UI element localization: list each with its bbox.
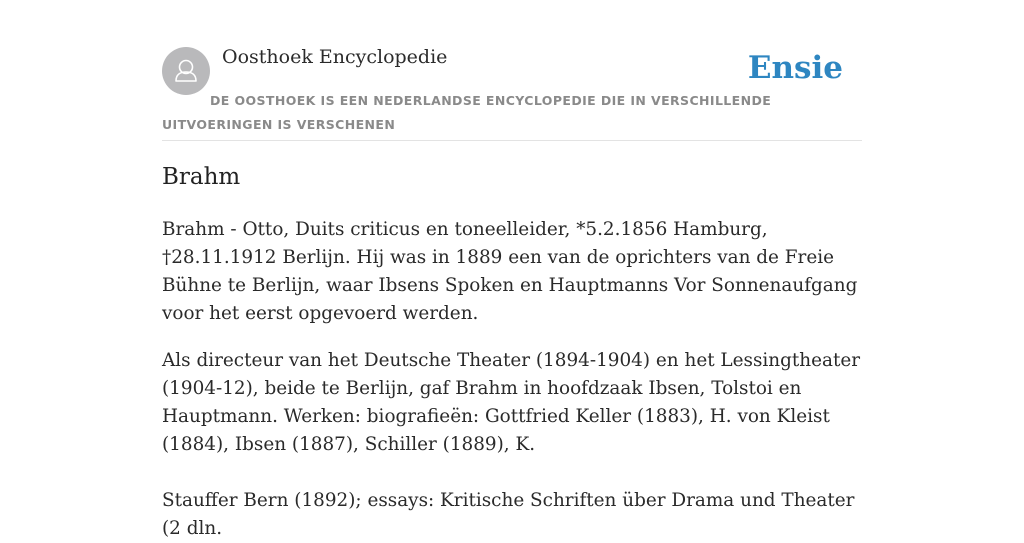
- article-paragraph-2: Als directeur van het Deutsche Theater (1894-1904) en het Lessingtheater (1904-12), beide te Berlijn, gaf Brahm in hoofdzaak Ibsen, Tolstoi en Hauptmann. Werken: biografieën: Gottfried Keller (1883), H. von Kleist (1884), Ibsen (1887), Schiller (1889), K.: [162, 350, 861, 455]
- source-header: [162, 0, 862, 141]
- user-silhouette-icon: [162, 47, 210, 95]
- source-avatar[interactable]: [162, 47, 210, 95]
- article-title: Brahm: [162, 164, 241, 190]
- page-container: [162, 0, 862, 539]
- brand-logo[interactable]: Ensie: [747, 50, 843, 86]
- article-paragraph-3: Stauffer Bern (1892); essays: Kritische Schriften über Drama und Theater (2 dln.: [162, 490, 855, 539]
- source-tagline: DE OOSTHOEK IS EEN NEDERLANDSE ENCYCLOPEDIE DIE IN VERSCHILLENDE UITVOERINGEN IS VERSCHENEN: [162, 93, 772, 132]
- article-paragraph-1: Brahm - Otto, Duits criticus en toneelleider, *5.2.1856 Hamburg, †28.11.1912 Berlijn. Hij was in 1889 een van de oprichters van de Freie Bühne te Berlijn, waar Ibsens Spoken en Hauptmanns Vor Sonnenaufgang voor het eerst opgevoerd werden.: [162, 219, 858, 324]
- source-name[interactable]: Oosthoek Encyclopedie: [222, 46, 448, 68]
